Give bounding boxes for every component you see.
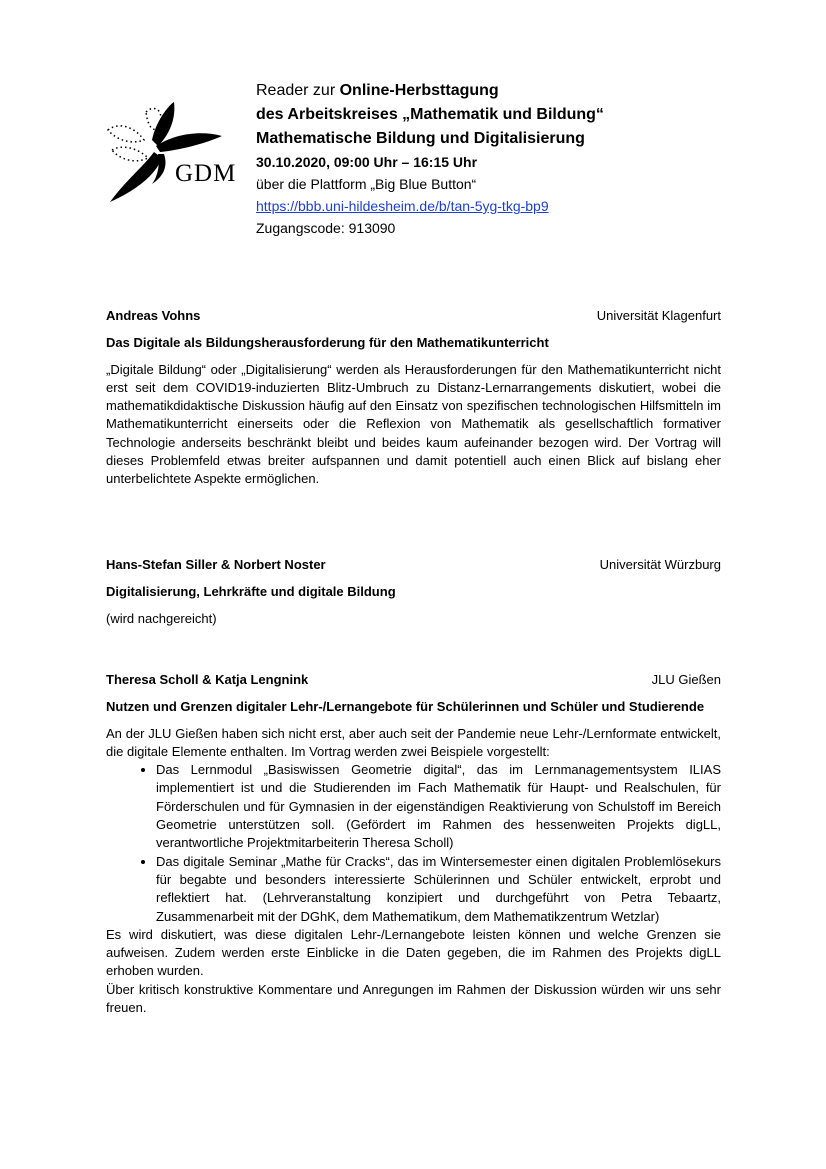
butterfly-icon: [104, 100, 240, 204]
meeting-link[interactable]: https://bbb.uni-hildesheim.de/b/tan-5yg-tkg-bp9: [256, 198, 549, 214]
talk-title: Nutzen und Grenzen digitaler Lehr-/Lernangebote für Schülerinnen und Schüler und Studierende: [106, 699, 705, 715]
header-platform: über die Plattform „Big Blue Button“: [256, 176, 477, 192]
reader-header: [256, 79, 726, 239]
access-code: Zugangscode: 913090: [256, 220, 396, 236]
talk-title: Digitalisierung, Lehrkräfte und digitale Bildung: [106, 584, 396, 600]
talk-outro: Über kritisch konstruktive Kommentare und Anregungen im Rahmen der Diskussion würden wir uns sehr freuen.: [106, 981, 721, 1016]
talk-abstract: (wird nachgereicht): [106, 610, 217, 626]
list-item: • Das Lernmodul „Basiswissen Geometrie digital“, das im Lernmanagementsystem ILIAS implementiert ist und die Studierenden im Fach Mathematik für Haupt- und Realschulen, für Förderschulen und für Gymnasien in der eigenständigen Reaktivierung von Schulstoff im Bereich Geometrie unterstützen soll. (Gefördert im Rahmen des hessenweiten Projekts digLL, verantwortliche Projektmitarbeiterin Theresa Scholl): [156, 761, 721, 852]
talk-authors: Hans-Stefan Siller & Norbert Noster: [106, 557, 326, 572]
talk-abstract: „Digitale Bildung“ oder „Digitalisierung“ werden als Herausforderungen für den Mathematikunterricht nicht erst seit dem COVID19-induzierten Blitz-Umbruch zu Distanz-Lernarrangements diskutiert, wobei die mathematikdidaktische Diskussion häufig auf den Einsatz von spezifischen technologischen Hilfsmitteln im Mathematikunterricht einerseits oder die Reflexion von Mathematik als gesellschaftlich formativer Technologie anderseits beschränkt bleibt und beides kaum aufeinander bezogen wird. Der Vortrag will dieses Problemfeld etwas breiter aufspannen und damit potentiell auch einen Blick auf bislang eher unterbelichtete Aspekte ermöglichen.: [106, 361, 721, 487]
talk-affiliation: Universität Klagenfurt: [596, 308, 721, 323]
talk-3: [106, 671, 721, 1017]
header-line2: des Arbeitskreises „Mathematik und Bildung“: [256, 106, 604, 123]
talk-outro: Es wird diskutiert, was diese digitalen Lehr-/Lernangebote leisten können und welche Grenzen sie aufweisen. Zudem werden erste Einblicke in die Daten gegeben, die im Rahmen des Projekts digLL erhoben wurden.: [106, 926, 721, 979]
header-line3: Mathematische Bildung und Digitalisierung: [256, 130, 585, 147]
talk-title: Das Digitale als Bildungsherausforderung für den Mathematikunterricht: [106, 335, 549, 351]
header-line1-prefix: Reader zur: [256, 82, 340, 99]
header-line1-bold: Online-Herbsttagung: [339, 82, 499, 99]
talk-affiliation: Universität Würzburg: [599, 557, 721, 572]
talk-1: [106, 307, 721, 489]
talk-authors: Theresa Scholl & Katja Lengnink: [106, 672, 309, 687]
talk-2: [106, 556, 721, 628]
logo-text: GDM: [175, 160, 237, 187]
header-line1: [256, 79, 726, 103]
list-item: • Das digitale Seminar „Mathe für Cracks“, das im Wintersemester einen digitalen Problemlösekurs für begabte und besonders interessierte Schülerinnen und Schüler entwickelt, erprobt und reflektiert hat. (Lehrveranstaltung konzipiert und durchgeführt von Petra Tebaartz, Zusammenarbeit mit der DGhK, dem Mathematikum, dem Mathematikzentrum Wetzlar): [156, 853, 721, 926]
talk-intro: An der JLU Gießen haben sich nicht erst, aber auch seit der Pandemie neue Lehr-/Lernformate entwickelt, die digitale Elemente enthalten. Im Vortrag werden zwei Beispiele vorgestellt:: [106, 725, 721, 759]
gdm-logo: [104, 100, 240, 204]
talk-affiliation: JLU Gießen: [651, 672, 721, 687]
header-date: 30.10.2020, 09:00 Uhr – 16:15 Uhr: [256, 154, 478, 170]
talk-authors: Andreas Vohns: [106, 308, 201, 323]
talk-bullet-list: [106, 761, 721, 926]
